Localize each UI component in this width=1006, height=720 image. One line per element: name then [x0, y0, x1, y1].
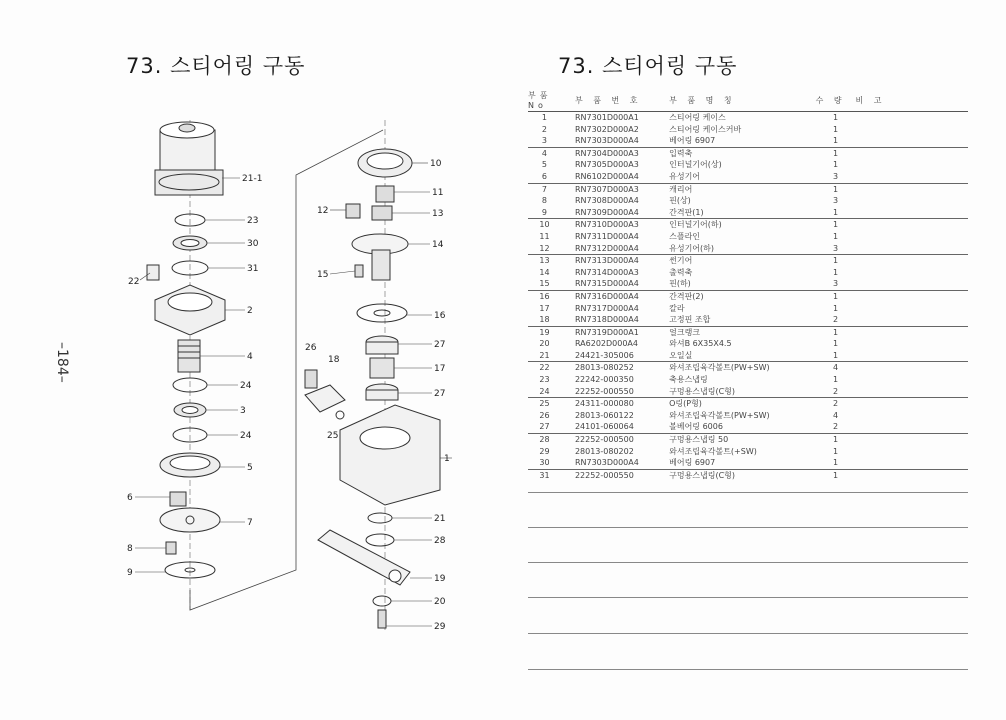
- header-part-no: 부품No: [528, 90, 561, 112]
- cell-part-name: 인터널기어(상): [669, 160, 722, 170]
- cell-part-no: 26: [539, 410, 550, 420]
- cell-quantity: 2: [833, 386, 839, 396]
- left-page-title: 73. 스티어링 구동: [126, 54, 306, 78]
- cell-part-no: 12: [539, 243, 550, 253]
- cell-part-number: RN7316D000A4: [561, 290, 663, 302]
- cell-remarks: [856, 362, 968, 374]
- label-16: 16: [434, 311, 446, 321]
- cell-quantity: 4: [816, 362, 856, 374]
- label-6: 6: [127, 493, 133, 503]
- table-row: [528, 446, 968, 458]
- cell-quantity: 3: [833, 196, 839, 206]
- cell-remarks: [856, 171, 968, 183]
- cell-part-no: 2: [541, 124, 548, 134]
- cell-part-no: 16: [528, 290, 561, 302]
- cell-part-no: 8: [541, 196, 548, 206]
- cell-part-number: 22252-000500: [561, 434, 663, 446]
- cell-part-number: RN7303D000A4: [574, 458, 639, 468]
- cell-part-no: 19: [528, 326, 561, 338]
- cell-part-no: 25: [528, 398, 561, 410]
- cell-quantity: 1: [816, 434, 856, 446]
- label-26: 26: [305, 343, 317, 353]
- label-2: 2: [247, 306, 253, 316]
- cell-quantity: 2: [833, 315, 839, 325]
- cell-part-no: 10: [528, 219, 561, 231]
- table-row: [528, 350, 968, 362]
- cell-part-name: 고정핀 조합: [669, 315, 711, 325]
- table-row: [528, 290, 968, 302]
- cell-part-name: 구멍용스냅링(C형): [669, 386, 736, 396]
- cell-part-name: 와셔조립육각볼트(PW+SW): [663, 362, 816, 374]
- part-27-bearing-b: [366, 384, 398, 400]
- part-3-bearing: [174, 403, 206, 417]
- part-5-internal-gear: [160, 453, 220, 477]
- cell-quantity: 1: [833, 446, 839, 456]
- table-row: [528, 267, 968, 279]
- part-30-bearing: [173, 236, 207, 250]
- cell-part-no: 1: [541, 113, 548, 122]
- cell-part-number: RN7310D000A3: [561, 219, 663, 231]
- cell-quantity: 1: [833, 458, 839, 468]
- cell-remarks: [856, 278, 968, 290]
- table-row: [528, 207, 968, 219]
- table-row: [528, 338, 968, 350]
- cell-remarks: [856, 338, 968, 350]
- cell-part-name: 간격판(2): [663, 290, 816, 302]
- cell-part-number: RN7311D000A4: [574, 231, 639, 241]
- cell-quantity: 3: [833, 171, 839, 181]
- header-part-number: 부 품 번 호: [561, 90, 663, 112]
- cell-quantity: 1: [833, 339, 839, 349]
- cell-part-no: 14: [539, 267, 550, 277]
- label-23: 23: [247, 216, 259, 226]
- part-11-spline: [376, 186, 394, 202]
- cell-part-number: RN7303D000A4: [574, 136, 639, 146]
- cell-quantity: 2: [816, 398, 856, 410]
- page-number: –184–: [54, 342, 70, 383]
- cell-quantity: 1: [833, 350, 839, 360]
- cell-part-number: RN7317D000A4: [574, 303, 639, 313]
- cell-part-no: 15: [539, 279, 550, 289]
- label-24-b: 24: [240, 431, 252, 441]
- blank-row-line: [528, 562, 968, 563]
- cell-part-no: 13: [528, 255, 561, 267]
- label-22: 22: [128, 277, 140, 287]
- cell-remarks: [856, 469, 968, 481]
- part-28-snap-ring: [366, 534, 394, 546]
- table-row: [528, 303, 968, 315]
- part-13-sun-gear: [372, 206, 392, 220]
- label-5: 5: [247, 463, 253, 473]
- part-26-bolt: [305, 370, 317, 388]
- table-row: [528, 434, 968, 446]
- table-row: [528, 243, 968, 255]
- parts-list-table: [528, 90, 968, 481]
- cell-remarks: [856, 135, 968, 147]
- header-quantity: 수 량: [816, 90, 856, 112]
- cell-part-no: 22: [528, 362, 561, 374]
- right-page-title: 73. 스티어링 구동: [558, 54, 738, 78]
- cell-part-name: 와셔B 6X35X4.5: [669, 339, 732, 349]
- part-21-oil-seal: [368, 513, 392, 523]
- cell-part-number: 28013-060122: [574, 410, 634, 420]
- cell-quantity: 4: [833, 410, 839, 420]
- cell-part-name: 볼베어링 6006: [669, 422, 723, 432]
- cell-part-no: 7: [528, 183, 561, 195]
- part-25-o-ring: [336, 411, 344, 419]
- table-row: [528, 147, 968, 159]
- cell-quantity: 1: [816, 147, 856, 159]
- cell-part-name: 와셔조립육각볼트(+SW): [669, 446, 757, 456]
- part-16-spacer: [357, 304, 407, 322]
- part-12-planet-gear: [346, 204, 360, 218]
- table-row: [528, 112, 968, 124]
- label-31: 31: [247, 264, 259, 274]
- cell-remarks: [856, 124, 968, 136]
- cell-part-number: RN7318D000A4: [574, 315, 639, 325]
- table-row: [528, 171, 968, 183]
- table-row: [528, 255, 968, 267]
- cell-part-name: 칼라: [669, 303, 685, 313]
- label-14: 14: [432, 240, 444, 250]
- cell-remarks: [856, 303, 968, 315]
- cell-remarks: [856, 147, 968, 159]
- cell-part-name: 핀(하): [669, 279, 691, 289]
- cell-quantity: 1: [816, 290, 856, 302]
- table-header-row: [528, 90, 968, 112]
- label-4: 4: [247, 352, 253, 362]
- table-row: [528, 159, 968, 171]
- label-25: 25: [327, 431, 339, 441]
- cell-part-name: 간격판(1): [669, 207, 704, 217]
- header-remarks: 비 고: [856, 90, 968, 112]
- part-19-link-crank: [318, 530, 410, 585]
- part-10-internal-gear: [358, 149, 412, 177]
- cell-part-number: RN6102D000A4: [574, 171, 639, 181]
- table-row: [528, 135, 968, 147]
- cell-part-name: 캐리어: [663, 183, 816, 195]
- cell-part-number: RN7301D000A1: [574, 113, 639, 122]
- part-17-collar: [370, 358, 394, 378]
- label-12: 12: [317, 206, 329, 216]
- cell-part-number: RN7314D000A3: [574, 267, 639, 277]
- cell-part-no: 27: [539, 422, 550, 432]
- cell-part-no: 9: [541, 207, 548, 217]
- cell-quantity: 3: [833, 243, 839, 253]
- cell-part-number: RA6202D000A4: [574, 339, 638, 349]
- cell-part-number: RN7315D000A4: [574, 279, 639, 289]
- exploded-parts-diagram: [110, 105, 455, 645]
- cell-quantity: 1: [833, 231, 839, 241]
- cell-part-name: 핀(상): [669, 196, 691, 206]
- label-9: 9: [127, 568, 133, 578]
- cell-quantity: 1: [833, 303, 839, 313]
- part-29-bolt: [378, 610, 386, 628]
- label-27-a: 27: [434, 340, 446, 350]
- cell-part-name: 입력축: [663, 147, 816, 159]
- cell-part-no: 11: [539, 231, 550, 241]
- table-row: [528, 195, 968, 207]
- cell-part-number: 24421-305006: [574, 350, 634, 360]
- cell-part-no: 30: [539, 458, 550, 468]
- cell-part-no: 28: [528, 434, 561, 446]
- cell-part-name: 축용스냅링: [669, 375, 708, 385]
- cell-remarks: [856, 183, 968, 195]
- cell-remarks: [856, 195, 968, 207]
- blank-row-line: [528, 492, 968, 493]
- cell-part-name: 출력축: [669, 267, 693, 277]
- label-7: 7: [247, 518, 253, 528]
- blank-row-line: [528, 527, 968, 528]
- cell-part-number: RN7313D000A4: [561, 255, 663, 267]
- cell-remarks: [856, 350, 968, 362]
- blank-row-line: [528, 633, 968, 634]
- cell-remarks: [856, 112, 968, 124]
- table-row: [528, 410, 968, 422]
- cell-remarks: [856, 207, 968, 219]
- cell-remarks: [856, 159, 968, 171]
- cell-part-number: RN7305D000A3: [574, 160, 639, 170]
- cell-part-name: 얼크랭크: [663, 326, 816, 338]
- label-1: 1: [444, 454, 450, 464]
- part-1-steering-case: [340, 405, 440, 505]
- cell-part-name: 구멍용스냅링(C형): [663, 469, 816, 481]
- part-6-planet-gear: [170, 492, 186, 506]
- cell-remarks: [856, 219, 968, 231]
- cell-part-number: RN7312D000A4: [574, 243, 639, 253]
- part-15-pin: [355, 265, 363, 277]
- part-4-input-shaft: [178, 340, 200, 372]
- table-row: [528, 386, 968, 398]
- cell-part-no: 3: [541, 136, 548, 146]
- cell-part-no: 23: [539, 375, 550, 385]
- cell-part-number: RN7309D000A4: [574, 207, 639, 217]
- cell-part-number: RN7308D000A4: [574, 196, 639, 206]
- label-8: 8: [127, 544, 133, 554]
- cell-remarks: [856, 255, 968, 267]
- table-row: [528, 183, 968, 195]
- label-15: 15: [317, 270, 329, 280]
- table-row: [528, 219, 968, 231]
- cell-part-number: RN7319D000A1: [561, 326, 663, 338]
- cell-part-number: 28013-080202: [574, 446, 634, 456]
- cell-part-no: 24: [539, 386, 550, 396]
- cell-quantity: 1: [816, 255, 856, 267]
- cell-part-number: RN7307D000A3: [561, 183, 663, 195]
- cell-part-number: 22242-000350: [574, 375, 634, 385]
- cell-part-name: 인터널기어(하): [663, 219, 816, 231]
- cell-quantity: 1: [833, 207, 839, 217]
- table-row: [528, 314, 968, 326]
- cell-part-name: 스티어링 케이스: [669, 113, 726, 122]
- table-row: [528, 278, 968, 290]
- part-7-carrier: [160, 508, 220, 532]
- cell-quantity: 2: [833, 422, 839, 432]
- table-row: [528, 362, 968, 374]
- header-part-name: 부 품 명 칭: [663, 90, 816, 112]
- blank-row-line: [528, 669, 968, 670]
- cell-part-no: 31: [528, 469, 561, 481]
- table-row: [528, 457, 968, 469]
- cell-part-no: 6: [541, 171, 548, 181]
- cell-remarks: [856, 386, 968, 398]
- label-11: 11: [432, 188, 444, 198]
- cell-part-no: 5: [541, 160, 548, 170]
- cell-part-name: O링(P형): [663, 398, 816, 410]
- label-17: 17: [434, 364, 446, 374]
- label-13: 13: [432, 209, 444, 219]
- part-18-fixing-pin-assembly: [305, 385, 345, 412]
- label-10: 10: [430, 159, 442, 169]
- cell-part-number: 22252-000550: [574, 386, 634, 396]
- cell-part-name: 유성기어(하): [669, 243, 714, 253]
- part-27-bearing-a: [366, 336, 398, 354]
- cell-remarks: [856, 421, 968, 433]
- cell-remarks: [856, 267, 968, 279]
- cell-quantity: 1: [833, 267, 839, 277]
- cell-part-no: 29: [539, 446, 550, 456]
- cell-quantity: 1: [816, 326, 856, 338]
- label-24-a: 24: [240, 381, 252, 391]
- cell-quantity: 1: [816, 469, 856, 481]
- label-29: 29: [434, 622, 446, 632]
- table-row: [528, 398, 968, 410]
- cell-remarks: [856, 243, 968, 255]
- label-27-b: 27: [434, 389, 446, 399]
- cell-part-name: 베어링 6907: [669, 136, 716, 146]
- cell-part-number: RN7302D000A2: [574, 124, 639, 134]
- label-30: 30: [247, 239, 259, 249]
- cell-part-number: 24311-000080: [561, 398, 663, 410]
- part-21-1-input-assembly: [155, 122, 223, 195]
- cell-quantity: 3: [833, 279, 839, 289]
- cell-quantity: 1: [833, 113, 839, 122]
- cell-remarks: [856, 434, 968, 446]
- label-20: 20: [434, 597, 446, 607]
- cell-quantity: 1: [816, 183, 856, 195]
- table-row: [528, 421, 968, 433]
- cell-part-no: 4: [528, 147, 561, 159]
- cell-remarks: [856, 398, 968, 410]
- table-row: [528, 124, 968, 136]
- cell-part-name: 오일실: [669, 350, 693, 360]
- table-row: [528, 469, 968, 481]
- cell-part-no: 18: [539, 315, 550, 325]
- cell-remarks: [856, 290, 968, 302]
- cell-remarks: [856, 457, 968, 469]
- cell-part-no: 17: [539, 303, 550, 313]
- blank-row-line: [528, 597, 968, 598]
- cell-part-name: 구멍용스냅링 50: [663, 434, 816, 446]
- cell-part-number: 24101-060064: [574, 422, 634, 432]
- cell-part-name: 베어링 6907: [669, 458, 716, 468]
- table-row: [528, 374, 968, 386]
- table-row: [528, 231, 968, 243]
- cell-quantity: 1: [833, 136, 839, 146]
- cell-quantity: 1: [833, 160, 839, 170]
- cell-remarks: [856, 410, 968, 422]
- label-19: 19: [434, 574, 446, 584]
- table-row: [528, 326, 968, 338]
- cell-quantity: 1: [833, 124, 839, 134]
- cell-quantity: 1: [816, 219, 856, 231]
- cell-part-number: RN7304D000A3: [561, 147, 663, 159]
- part-8-pin: [166, 542, 176, 554]
- part-2-case-cover: [155, 285, 225, 335]
- cell-part-name: 스티어링 케이스커바: [669, 124, 742, 134]
- label-3: 3: [240, 406, 246, 416]
- label-21-1: 21-1: [242, 174, 263, 184]
- label-21: 21: [434, 514, 446, 524]
- label-18: 18: [328, 355, 340, 365]
- cell-part-number: 22252-000550: [561, 469, 663, 481]
- cell-quantity: 1: [833, 375, 839, 385]
- cell-part-name: 스플라인: [669, 231, 701, 241]
- cell-part-number: 28013-080252: [561, 362, 663, 374]
- cell-remarks: [856, 374, 968, 386]
- cell-remarks: [856, 446, 968, 458]
- part-22-bolt: [147, 265, 159, 280]
- cell-remarks: [856, 314, 968, 326]
- cell-part-name: 썬기어: [663, 255, 816, 267]
- part-20-washer: [373, 596, 391, 606]
- cell-part-name: 유성기어: [669, 171, 701, 181]
- cell-remarks: [856, 326, 968, 338]
- cell-remarks: [856, 231, 968, 243]
- cell-part-no: 21: [539, 350, 550, 360]
- label-28: 28: [434, 536, 446, 546]
- cell-part-no: 20: [539, 339, 550, 349]
- cell-part-name: 와셔조립육각볼트(PW+SW): [669, 410, 770, 420]
